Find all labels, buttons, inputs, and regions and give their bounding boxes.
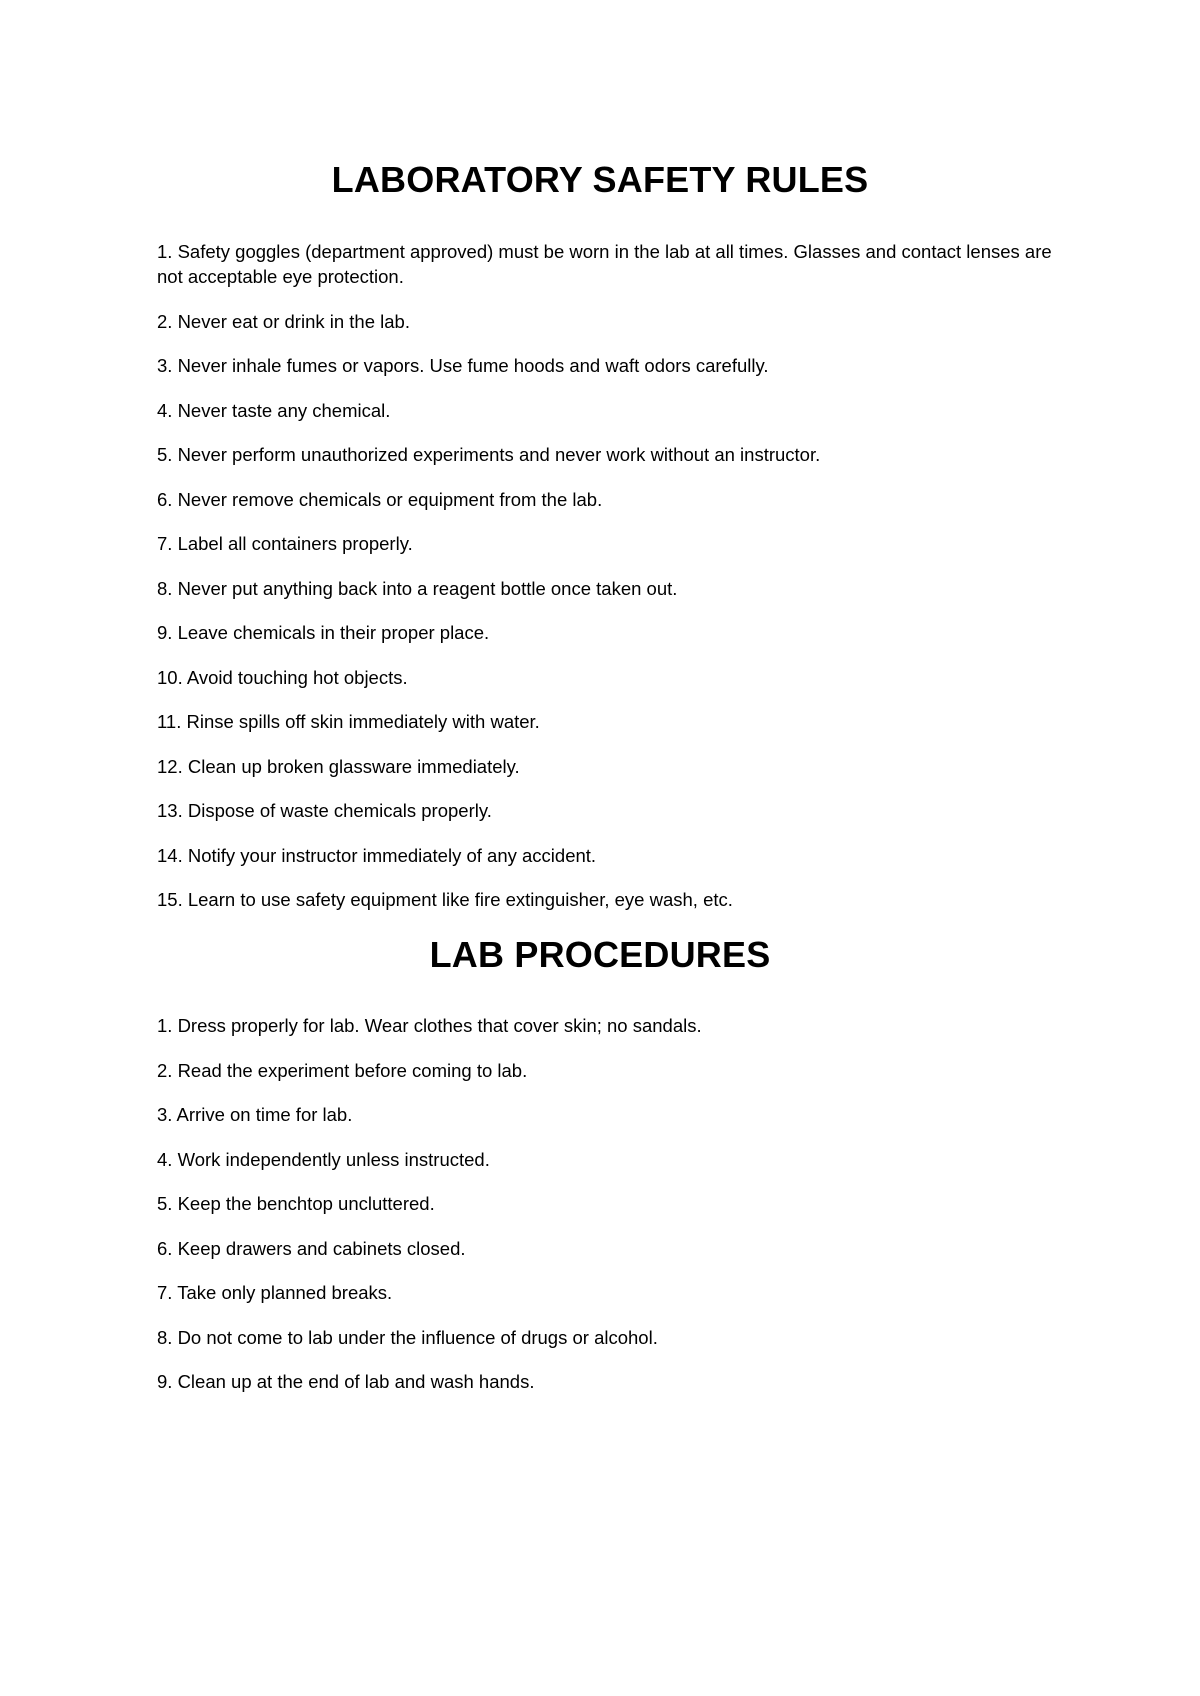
safety-rule-6: 6. Never remove chemicals or equipment from the lab. (157, 489, 603, 510)
procedure-6: 6. Keep drawers and cabinets closed. (157, 1238, 466, 1259)
procedure-7: 7. Take only planned breaks. (157, 1282, 393, 1303)
safety-rule-8: 8. Never put anything back into a reagent bottle once taken out. (157, 578, 678, 599)
procedure-3: 3. Arrive on time for lab. (157, 1104, 353, 1125)
safety-rule-1: 1. Safety goggles (department approved) must be worn in the lab at all times. Glasses and contact lenses are not acceptable eye protection. (157, 241, 1052, 287)
procedure-8: 8. Do not come to lab under the influence of drugs or alcohol. (157, 1327, 658, 1348)
procedure-1: 1. Dress properly for lab. Wear clothes that cover skin; no sandals. (157, 1015, 702, 1036)
procedure-2: 2. Read the experiment before coming to lab. (157, 1060, 528, 1081)
safety-rule-10: 10. Avoid touching hot objects. (157, 667, 408, 688)
procedure-4: 4. Work independently unless instructed. (157, 1149, 490, 1170)
safety-rule-5: 5. Never perform unauthorized experiments and never work without an instructor. (157, 444, 821, 465)
safety-rules-title: LABORATORY SAFETY RULES (331, 159, 869, 200)
safety-rule-9: 9. Leave chemicals in their proper place. (157, 622, 490, 643)
lab-procedures-title: LAB PROCEDURES (429, 934, 771, 975)
safety-rule-12: 12. Clean up broken glassware immediately. (157, 756, 520, 777)
safety-rule-14: 14. Notify your instructor immediately of any accident. (157, 845, 597, 866)
safety-rule-13: 13. Dispose of waste chemicals properly. (157, 800, 492, 821)
safety-rule-11: 11. Rinse spills off skin immediately with water. (157, 711, 540, 732)
safety-rule-4: 4. Never taste any chemical. (157, 400, 391, 421)
safety-rule-15: 15. Learn to use safety equipment like fire extinguisher, eye wash, etc. (157, 889, 733, 910)
safety-rule-7: 7. Label all containers properly. (157, 533, 413, 554)
procedure-9: 9. Clean up at the end of lab and wash hands. (157, 1371, 535, 1392)
procedure-5: 5. Keep the benchtop uncluttered. (157, 1193, 435, 1214)
safety-rule-3: 3. Never inhale fumes or vapors. Use fume hoods and waft odors carefully. (157, 355, 769, 376)
safety-rule-2: 2. Never eat or drink in the lab. (157, 311, 410, 332)
